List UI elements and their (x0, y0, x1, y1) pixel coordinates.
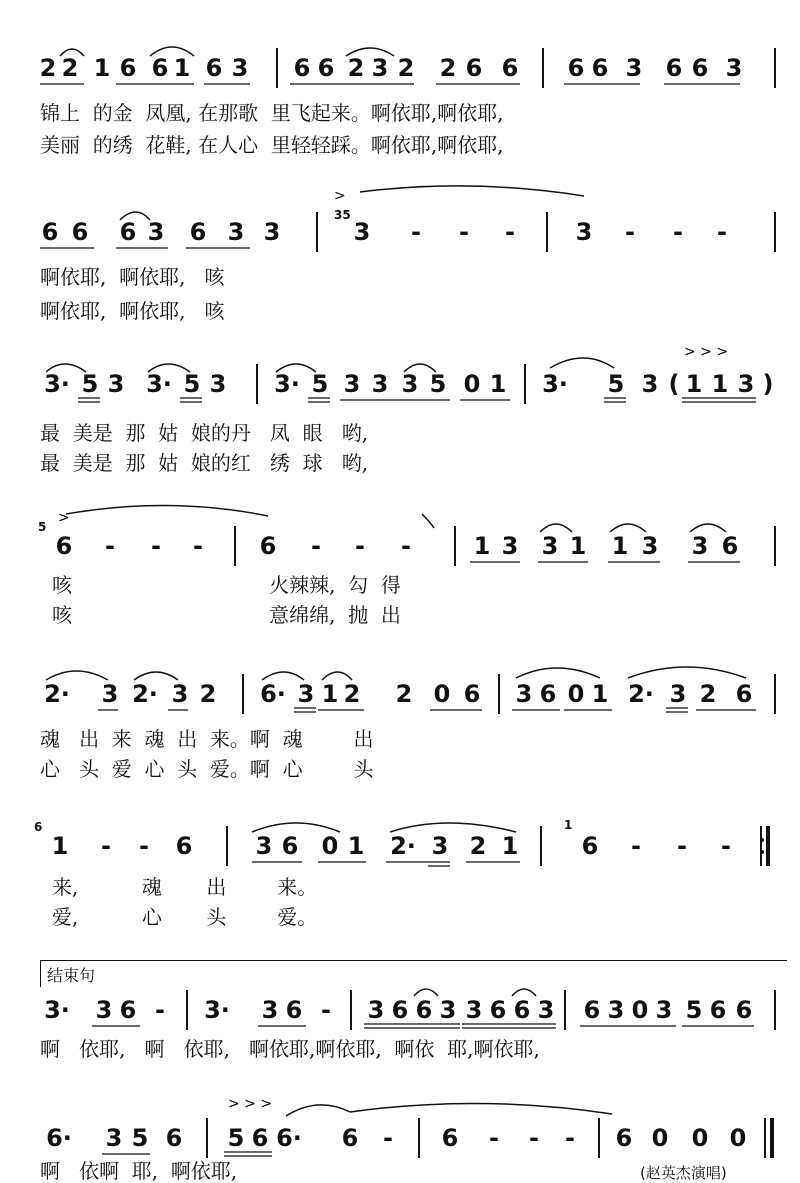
note: 3 (371, 370, 389, 398)
note: - (139, 832, 149, 860)
note: 1 (173, 54, 191, 82)
note: 3 (343, 370, 361, 398)
note: 6 (41, 218, 59, 246)
note: 1 (685, 370, 703, 398)
note: 3 (263, 218, 281, 246)
note: 1 (489, 370, 507, 398)
note: - (631, 832, 641, 860)
note: 3 (371, 54, 389, 82)
note: 3 (669, 680, 687, 708)
note: 2 (347, 54, 365, 82)
note: 1 (501, 832, 519, 860)
note: 6 (165, 1124, 183, 1152)
lyrics-verse-2: 心 头 爱 心 头 爱。啊 心 头 (40, 757, 374, 781)
note: 2 (343, 680, 361, 708)
lyrics-verse-1: 来, 魂 出 来。 (52, 875, 318, 899)
note: 6 (463, 680, 481, 708)
note: 6 (71, 218, 89, 246)
performer-credit: (赵英杰演唱) (640, 1164, 727, 1182)
note: 6 (119, 54, 137, 82)
note: - (151, 532, 161, 560)
note: 3 (655, 996, 673, 1024)
note: 3 (537, 996, 555, 1024)
note: 6 (735, 996, 753, 1024)
note: 3 (261, 996, 279, 1024)
note: 3 (575, 218, 593, 246)
note: 1 (93, 54, 111, 82)
note: 5 (183, 370, 201, 398)
note: 1 (711, 370, 729, 398)
note: 6 (251, 1124, 269, 1152)
note: 3 (353, 218, 371, 246)
note: 1 (569, 532, 587, 560)
note: 0 (463, 370, 481, 398)
note: 2· (132, 680, 158, 708)
grace-note: 5 (38, 520, 47, 534)
note: 3· (274, 370, 300, 398)
note: 2 (699, 680, 717, 708)
lyrics-verse-2: 咳 意绵绵, 抛 出 (52, 603, 401, 627)
note: 1 (321, 680, 339, 708)
svg-text:> > >: > > > (684, 344, 729, 360)
lyrics-verse-1: 咳 火辣辣, 勾 得 (52, 573, 401, 597)
note: 3 (431, 832, 449, 860)
note: 0 (651, 1124, 669, 1152)
note: 3 (641, 532, 659, 560)
note: 3· (146, 370, 172, 398)
note: 6 (341, 1124, 359, 1152)
note: 2 (199, 680, 217, 708)
note: - (411, 218, 421, 246)
note: 6 (691, 54, 709, 82)
note: 0 (691, 1124, 709, 1152)
note: 6 (489, 996, 507, 1024)
note: 3 (101, 680, 119, 708)
note: 3 (95, 996, 113, 1024)
lyrics-verse-1: 魂 出 来 魂 出 来。啊 魂 出 (40, 727, 374, 751)
lyrics-verse-2: 最 美是 那 姑 娘的红 绣 球 哟, (40, 451, 369, 475)
lyrics-verse-1: 啊 依啊 耶, 啊依耶, (40, 1159, 238, 1182)
note: 6 (285, 996, 303, 1024)
note: 6 (281, 832, 299, 860)
note: 3 (691, 532, 709, 560)
note: 6 (615, 1124, 633, 1152)
note: 5 (131, 1124, 149, 1152)
svg-text:>: > (334, 188, 346, 204)
note: 3· (44, 370, 70, 398)
note: 3 (607, 996, 625, 1024)
note: 6 (735, 680, 753, 708)
note: 6 (501, 54, 519, 82)
note: - (717, 218, 727, 246)
note: 5 (685, 996, 703, 1024)
note: 6 (539, 680, 557, 708)
note: - (459, 218, 469, 246)
note: 6 (665, 54, 683, 82)
note: 6 (567, 54, 585, 82)
note: 3 (297, 680, 315, 708)
grace-note: 35 (334, 208, 351, 222)
slur-marks (0, 344, 800, 424)
note: 3 (737, 370, 755, 398)
note: 6 (175, 832, 193, 860)
note: 6 (119, 996, 137, 1024)
note: 3 (641, 370, 659, 398)
note: 2 (395, 680, 413, 708)
note: 0 (631, 996, 649, 1024)
note: 2 (469, 832, 487, 860)
note: 3 (171, 680, 189, 708)
note: 0 (433, 680, 451, 708)
note: 6 (293, 54, 311, 82)
note: 6 (317, 54, 335, 82)
note: - (355, 532, 365, 560)
note: 6 (591, 54, 609, 82)
lyrics-verse-2: 美丽 的绣 花鞋, 在人心 里轻轻踩。啊依耶,啊依耶, (40, 133, 504, 157)
note: 6 (465, 54, 483, 82)
note: 3 (439, 996, 457, 1024)
note: 2· (390, 832, 416, 860)
note: - (505, 218, 515, 246)
section-label: 结束句 (40, 960, 787, 987)
note: - (321, 996, 331, 1024)
note: 2 (61, 54, 79, 82)
note: 2· (44, 680, 70, 708)
note: 6 (151, 54, 169, 82)
note: 6· (46, 1124, 72, 1152)
note: 6 (119, 218, 137, 246)
lyrics-verse-2: 爱, 心 头 爱。 (52, 905, 318, 929)
note: 6 (441, 1124, 459, 1152)
note: 3 (367, 996, 385, 1024)
note: 2 (439, 54, 457, 82)
note: - (401, 532, 411, 560)
note: 3 (501, 532, 519, 560)
note: - (565, 1124, 575, 1152)
grace-note: 6 (34, 820, 43, 834)
note: - (529, 1124, 539, 1152)
note: 6 (55, 532, 73, 560)
note: 5 (311, 370, 329, 398)
note: 6 (415, 996, 433, 1024)
note: 3· (204, 996, 230, 1024)
note: ) (762, 370, 774, 398)
note: - (673, 218, 683, 246)
note: - (311, 532, 321, 560)
note: 3· (44, 996, 70, 1024)
grace-note: 1 (564, 818, 573, 832)
note: 3 (465, 996, 483, 1024)
note: 5 (227, 1124, 245, 1152)
note: 1 (51, 832, 69, 860)
note: 3 (541, 532, 559, 560)
note: 5 (429, 370, 447, 398)
note: 6 (583, 996, 601, 1024)
note: 3 (105, 1124, 123, 1152)
note: - (677, 832, 687, 860)
lyrics-verse-2: 啊依耶, 啊依耶, 咳 (40, 299, 225, 323)
note: - (625, 218, 635, 246)
note: 3 (625, 54, 643, 82)
note: 3 (227, 218, 245, 246)
note: 3· (542, 370, 568, 398)
note: 0 (729, 1124, 747, 1152)
note: 6 (189, 218, 207, 246)
note: 3 (147, 218, 165, 246)
note: - (489, 1124, 499, 1152)
note: 1 (473, 532, 491, 560)
svg-text:>: > (58, 510, 70, 526)
lyrics-verse-1: 啊依耶, 啊依耶, 咳 (40, 265, 225, 289)
note: 3 (255, 832, 273, 860)
note: 1 (611, 532, 629, 560)
note: - (721, 832, 731, 860)
note: 0 (567, 680, 585, 708)
note: 6 (205, 54, 223, 82)
note: ( (668, 370, 680, 398)
note: 2 (397, 54, 415, 82)
note: 6 (721, 532, 739, 560)
note: 2· (628, 680, 654, 708)
note: - (155, 996, 165, 1024)
note: 6· (276, 1124, 302, 1152)
note: 3 (231, 54, 249, 82)
note: - (105, 532, 115, 560)
note: 3 (209, 370, 227, 398)
lyrics-verse-1: 锦上 的金 凤凰, 在那歌 里飞起来。啊依耶,啊依耶, (40, 101, 504, 125)
note: 0 (321, 832, 339, 860)
note: 3 (725, 54, 743, 82)
lyrics-verse-1: 最 美是 那 姑 娘的丹 凤 眼 哟, (40, 421, 369, 445)
note: 3 (401, 370, 419, 398)
note: 6 (259, 532, 277, 560)
note: 5 (607, 370, 625, 398)
note: 6 (709, 996, 727, 1024)
svg-text:> > >: > > > (228, 1096, 273, 1112)
note: - (383, 1124, 393, 1152)
note: 2 (39, 54, 57, 82)
note: 1 (347, 832, 365, 860)
note: - (193, 532, 203, 560)
lyrics-verse-1: 啊 依耶, 啊 依耶, 啊依耶,啊依耶, 啊依 耶,啊依耶, (40, 1037, 540, 1061)
note: 6· (260, 680, 286, 708)
note: 6 (581, 832, 599, 860)
note: 3 (107, 370, 125, 398)
note: 6 (391, 996, 409, 1024)
note: 1 (591, 680, 609, 708)
note: 5 (81, 370, 99, 398)
note: 6 (513, 996, 531, 1024)
note: - (101, 832, 111, 860)
note: 3 (515, 680, 533, 708)
